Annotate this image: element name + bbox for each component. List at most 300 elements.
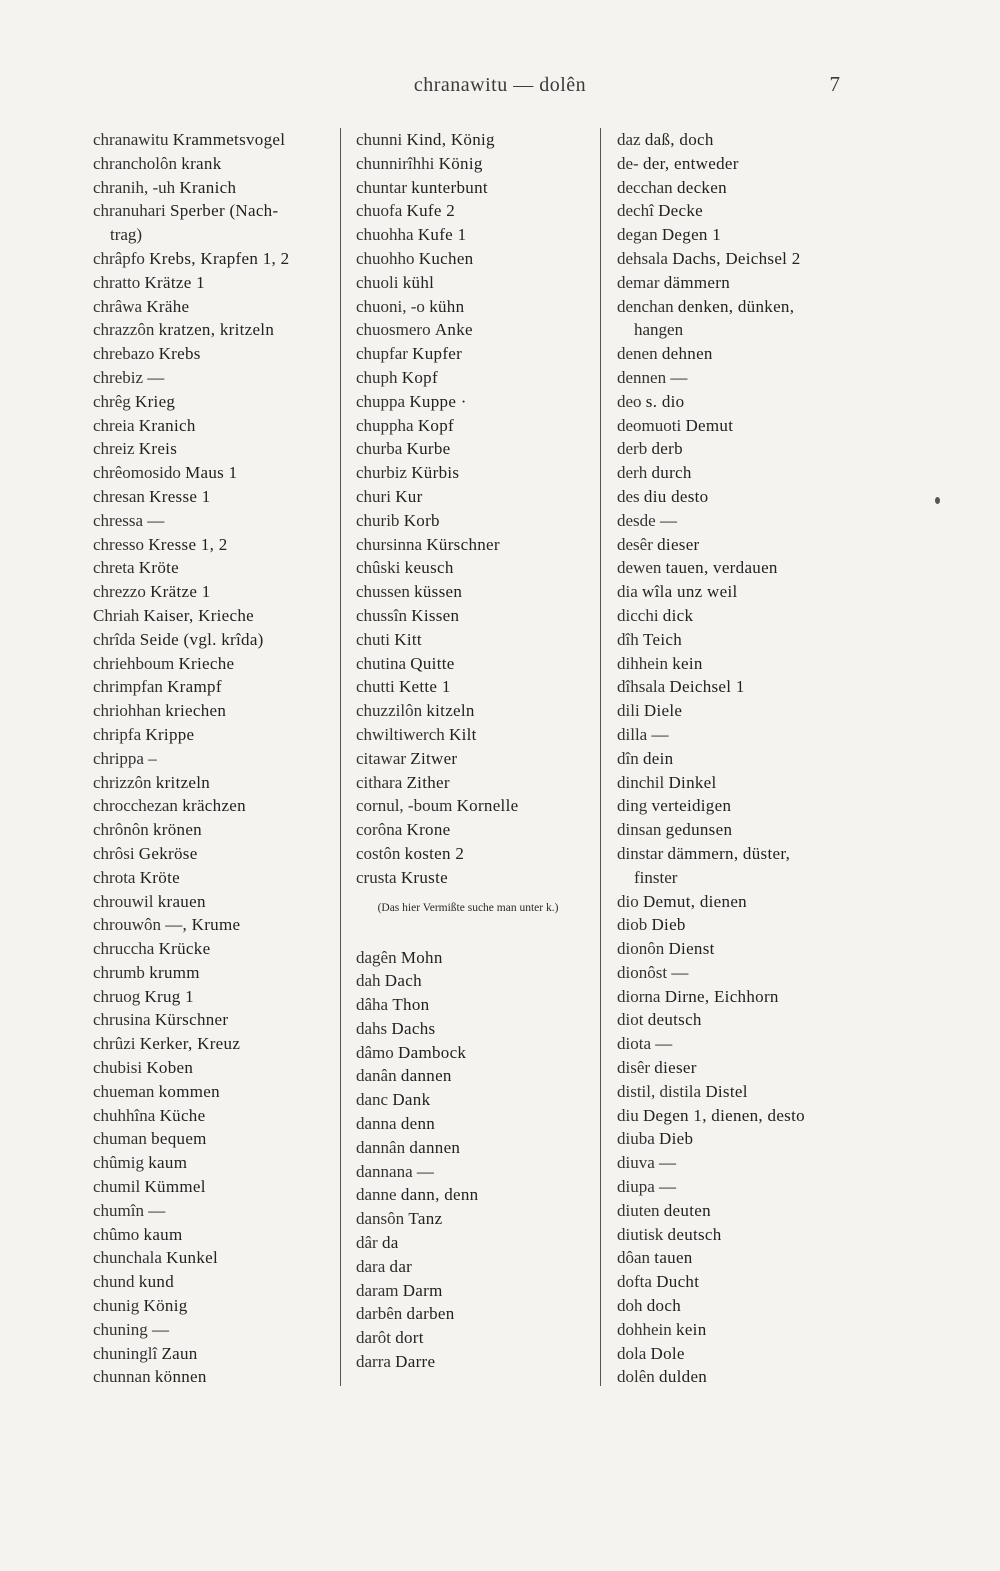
headword: dionôst bbox=[617, 962, 668, 982]
headword: crusta bbox=[356, 867, 397, 887]
dictionary-entry bbox=[356, 1326, 586, 1350]
dictionary-entry bbox=[93, 390, 333, 414]
gloss: Kranich bbox=[179, 177, 237, 197]
dictionary-entry bbox=[356, 604, 586, 628]
gloss: kunterbunt bbox=[411, 177, 488, 197]
gloss: Krampf bbox=[167, 677, 222, 697]
dictionary-entry bbox=[93, 1151, 333, 1175]
gloss: da bbox=[381, 1233, 399, 1253]
headword: chuti bbox=[356, 629, 390, 649]
dictionary-entry bbox=[617, 414, 867, 438]
gloss: Thon bbox=[392, 995, 430, 1015]
gloss: Zither bbox=[406, 772, 450, 792]
headword: denen bbox=[617, 344, 658, 364]
headword: chrôsi bbox=[93, 843, 135, 863]
gloss: kommen bbox=[158, 1081, 220, 1101]
dictionary-entry bbox=[617, 818, 867, 842]
headword: dewen bbox=[617, 558, 662, 578]
headword: chrocchezan bbox=[93, 796, 178, 816]
headword: churbiz bbox=[356, 463, 407, 483]
dictionary-entry bbox=[93, 866, 333, 890]
headword: chrouwôn bbox=[93, 915, 161, 935]
gloss: durch bbox=[651, 463, 692, 483]
headword: churib bbox=[356, 510, 400, 530]
headword: chwiltiwerch bbox=[356, 724, 445, 744]
gloss: kosten 2 bbox=[404, 843, 465, 863]
headword: danna bbox=[356, 1114, 397, 1134]
gloss: tauen bbox=[654, 1248, 693, 1268]
gloss: Kufe 1 bbox=[417, 225, 467, 245]
dictionary-entry bbox=[93, 1080, 333, 1104]
headword: chrazzôn bbox=[93, 320, 155, 340]
gloss: kühl bbox=[402, 272, 435, 292]
headword: diuten bbox=[617, 1200, 660, 1220]
dictionary-entry bbox=[617, 1342, 867, 1366]
gloss: — bbox=[147, 367, 165, 387]
dictionary-entry bbox=[617, 1199, 867, 1223]
dictionary-entry bbox=[93, 747, 333, 771]
headword: chubisi bbox=[93, 1058, 143, 1078]
headword: chuninglî bbox=[93, 1343, 158, 1363]
gloss: daß, doch bbox=[644, 130, 714, 149]
gloss: Kette 1 bbox=[398, 677, 451, 697]
headword: chrebiz bbox=[93, 367, 144, 387]
headword: dinchil bbox=[617, 772, 665, 792]
gloss: — bbox=[416, 1161, 435, 1181]
headword: disêr bbox=[617, 1058, 651, 1078]
gloss: Koben bbox=[146, 1058, 194, 1078]
gloss: Krone bbox=[406, 820, 451, 840]
headword: dicchi bbox=[617, 605, 659, 625]
dictionary-entry bbox=[93, 937, 333, 961]
gloss: Demut, dienen bbox=[642, 891, 747, 911]
headword: dannana bbox=[356, 1161, 413, 1181]
gloss: Kaiser, Krieche bbox=[143, 605, 255, 625]
dictionary-entry bbox=[93, 176, 333, 200]
dictionary-entry bbox=[93, 318, 333, 342]
headword: dohhein bbox=[617, 1319, 672, 1339]
gloss: verteidigen bbox=[651, 796, 732, 816]
headword: danne bbox=[356, 1185, 397, 1205]
headword: chuning bbox=[93, 1319, 148, 1339]
dictionary-entry bbox=[617, 652, 867, 676]
headword: dilla bbox=[617, 724, 648, 744]
headword: dara bbox=[356, 1256, 386, 1276]
headword: chratto bbox=[93, 272, 141, 292]
headword: derb bbox=[617, 439, 648, 459]
dictionary-entry bbox=[93, 414, 333, 438]
column-rule bbox=[600, 128, 601, 1386]
gloss: kriechen bbox=[165, 701, 227, 721]
headword: de- bbox=[617, 153, 639, 173]
dictionary-entry bbox=[356, 1183, 586, 1207]
gloss: Kopf bbox=[417, 415, 454, 435]
gloss: Küche bbox=[159, 1105, 206, 1125]
gloss: Kröte bbox=[138, 558, 179, 578]
headword: chressa bbox=[93, 510, 144, 530]
dictionary-entry bbox=[356, 414, 586, 438]
gloss: küssen bbox=[414, 582, 463, 602]
headword: chrippa bbox=[93, 748, 144, 768]
gloss: — bbox=[659, 1153, 677, 1173]
dictionary-entry bbox=[93, 961, 333, 985]
gloss: dannen bbox=[400, 1066, 452, 1086]
dictionary-entry bbox=[93, 1223, 333, 1247]
dictionary-entry bbox=[356, 247, 586, 271]
dictionary-entry bbox=[617, 890, 867, 914]
dictionary-entry bbox=[356, 128, 586, 152]
headword: denchan bbox=[617, 296, 674, 316]
gloss: dieser bbox=[654, 1058, 697, 1078]
headword: chreia bbox=[93, 415, 135, 435]
dictionary-entry bbox=[356, 1279, 586, 1303]
headword: dennen bbox=[617, 367, 667, 387]
headword: chuoli bbox=[356, 272, 399, 292]
dictionary-entry bbox=[617, 1270, 867, 1294]
dictionary-entry bbox=[93, 1270, 333, 1294]
gloss: Maus 1 bbox=[185, 463, 238, 483]
gloss: — bbox=[659, 1177, 677, 1197]
gloss: Degen 1 bbox=[661, 225, 722, 245]
dictionary-entry bbox=[93, 247, 333, 271]
dictionary-entry bbox=[356, 794, 586, 818]
entry-continuation: trag) bbox=[110, 225, 143, 245]
headword: chruog bbox=[93, 986, 141, 1006]
gloss: Gekröse bbox=[138, 843, 198, 863]
gloss: Kur bbox=[395, 486, 423, 506]
headword: darra bbox=[356, 1352, 391, 1372]
gloss: — bbox=[148, 1200, 166, 1220]
gloss: Kufe 2 bbox=[406, 201, 456, 221]
headword: diupa bbox=[617, 1177, 655, 1197]
gloss: dulden bbox=[659, 1367, 708, 1387]
headword: chumîn bbox=[93, 1200, 144, 1220]
headword: chuofa bbox=[356, 201, 403, 221]
gloss: Distel bbox=[705, 1081, 748, 1101]
headword: chutti bbox=[356, 677, 395, 697]
gloss: deutsch bbox=[667, 1224, 722, 1244]
headword: chrêg bbox=[93, 391, 131, 411]
dictionary-entry bbox=[93, 771, 333, 795]
dictionary-entry bbox=[356, 271, 586, 295]
gloss: Krippe bbox=[145, 724, 195, 744]
headword: chuohha bbox=[356, 225, 414, 245]
headword: chunnan bbox=[93, 1367, 151, 1387]
dictionary-entry bbox=[617, 842, 867, 866]
headword: diota bbox=[617, 1034, 651, 1054]
gloss: König bbox=[143, 1296, 188, 1316]
gloss: Kürschner bbox=[154, 1010, 229, 1030]
headword: dola bbox=[617, 1343, 647, 1363]
dictionary-entry bbox=[617, 485, 867, 509]
dictionary-entry bbox=[617, 675, 867, 699]
dictionary-entry bbox=[93, 890, 333, 914]
dictionary-entry bbox=[617, 271, 867, 295]
headword: chrezzo bbox=[93, 582, 146, 602]
headword: chupfar bbox=[356, 344, 408, 364]
headword: dolên bbox=[617, 1367, 655, 1387]
dictionary-entry bbox=[356, 1160, 586, 1184]
gloss: – bbox=[148, 748, 158, 768]
dictionary-entry bbox=[617, 199, 867, 223]
dictionary-entry bbox=[356, 675, 586, 699]
headword: chrancholôn bbox=[93, 153, 178, 173]
dictionary-entry bbox=[356, 866, 586, 890]
dictionary-entry bbox=[356, 1302, 586, 1326]
gloss: Decke bbox=[658, 201, 703, 221]
dictionary-entry bbox=[617, 1008, 867, 1032]
gloss: Korb bbox=[403, 510, 440, 530]
dictionary-entry bbox=[356, 1064, 586, 1088]
gloss: kaum bbox=[143, 1224, 183, 1244]
gloss: denn bbox=[400, 1114, 436, 1134]
headword: chrusina bbox=[93, 1010, 151, 1030]
gloss: krächzen bbox=[182, 796, 246, 816]
gloss: deutsch bbox=[647, 1010, 702, 1030]
headword: chuzzilôn bbox=[356, 701, 423, 721]
dictionary-entry bbox=[356, 818, 586, 842]
dictionary-entry bbox=[93, 818, 333, 842]
dictionary-entry bbox=[617, 342, 867, 366]
headword: dîh bbox=[617, 629, 639, 649]
gloss: Kopf bbox=[401, 367, 438, 387]
gloss: Demut bbox=[685, 415, 734, 435]
dictionary-entry bbox=[356, 1088, 586, 1112]
gloss: Darre bbox=[395, 1352, 436, 1372]
headword: churba bbox=[356, 439, 403, 459]
headword: dîhsala bbox=[617, 677, 666, 697]
headword: chresso bbox=[93, 534, 144, 554]
headword: chund bbox=[93, 1272, 135, 1292]
dictionary-entry bbox=[93, 842, 333, 866]
gloss: darben bbox=[406, 1304, 455, 1324]
gloss: Teich bbox=[642, 629, 682, 649]
gloss: Dachs bbox=[391, 1018, 436, 1038]
headword: chresan bbox=[93, 486, 145, 506]
dictionary-entry bbox=[356, 1112, 586, 1136]
dictionary-entry bbox=[93, 128, 333, 152]
headword: dia bbox=[617, 582, 638, 602]
gloss: Kornelle bbox=[456, 796, 519, 816]
headword: chrêomosido bbox=[93, 463, 181, 483]
dictionary-entry bbox=[93, 985, 333, 1009]
dictionary-entry bbox=[356, 366, 586, 390]
dictionary-entry bbox=[93, 1342, 333, 1366]
gloss: Kunkel bbox=[166, 1248, 219, 1268]
headword: chrebazo bbox=[93, 344, 155, 364]
headword: chranih, -uh bbox=[93, 177, 176, 197]
dictionary-entry bbox=[356, 318, 586, 342]
gloss: — bbox=[671, 962, 689, 982]
headword: dinstar bbox=[617, 843, 664, 863]
headword: ding bbox=[617, 796, 648, 816]
dictionary-entry bbox=[93, 723, 333, 747]
dictionary-entry bbox=[617, 247, 867, 271]
gloss: Dambock bbox=[398, 1042, 467, 1062]
gloss: Kissen bbox=[411, 605, 460, 625]
dictionary-entry bbox=[93, 461, 333, 485]
gloss: Kresse 1 bbox=[149, 486, 211, 506]
headword: diorna bbox=[617, 986, 661, 1006]
headword: diot bbox=[617, 1010, 644, 1030]
headword: diuva bbox=[617, 1153, 655, 1173]
page-number: 7 bbox=[829, 72, 840, 96]
gloss: — bbox=[659, 510, 678, 530]
gloss: Kranich bbox=[138, 415, 196, 435]
gloss: dein bbox=[642, 748, 674, 768]
dictionary-entry bbox=[617, 1127, 867, 1151]
dictionary-entry bbox=[617, 556, 867, 580]
dictionary-entry bbox=[93, 604, 333, 628]
dictionary-entry bbox=[356, 461, 586, 485]
dictionary-entry bbox=[93, 152, 333, 176]
gloss: Krug 1 bbox=[144, 986, 194, 1006]
headword: chuhhîna bbox=[93, 1105, 156, 1125]
gloss: Sperber (Nach- bbox=[169, 201, 279, 221]
headword: distil, distila bbox=[617, 1081, 702, 1101]
gloss: kühn bbox=[429, 296, 465, 316]
dictionary-entry bbox=[93, 1032, 333, 1056]
dictionary-entry bbox=[93, 1318, 333, 1342]
dictionary-entry bbox=[356, 842, 586, 866]
gloss: Dank bbox=[392, 1090, 431, 1110]
gloss: Kilt bbox=[449, 724, 477, 744]
gloss: denken, dünken, bbox=[677, 296, 795, 316]
gloss: Darm bbox=[402, 1280, 443, 1300]
column-rule bbox=[340, 128, 341, 1386]
gloss: Deichsel 1 bbox=[669, 677, 745, 697]
headword: darbên bbox=[356, 1304, 403, 1324]
dictionary-entry bbox=[356, 1255, 586, 1279]
dictionary-entry bbox=[356, 533, 586, 557]
gloss: diu desto bbox=[643, 486, 709, 506]
gloss: dar bbox=[389, 1256, 413, 1276]
gloss: bequem bbox=[151, 1129, 207, 1149]
headword: chûmig bbox=[93, 1153, 144, 1173]
headword: chruccha bbox=[93, 939, 155, 959]
headword: demar bbox=[617, 272, 660, 292]
gloss: s. dio bbox=[645, 391, 685, 411]
gloss: König bbox=[438, 153, 483, 173]
dictionary-entry bbox=[93, 675, 333, 699]
gloss: dämmern, düster, bbox=[667, 843, 791, 863]
gloss: deuten bbox=[663, 1200, 711, 1220]
headword: cithara bbox=[356, 772, 403, 792]
headword: degan bbox=[617, 225, 658, 245]
dictionary-entry bbox=[617, 1294, 867, 1318]
gloss: Dach bbox=[384, 971, 422, 991]
gloss: dehnen bbox=[661, 344, 713, 364]
headword: chunnirîhhi bbox=[356, 153, 435, 173]
dictionary-entry bbox=[93, 794, 333, 818]
dictionary-entry bbox=[93, 509, 333, 533]
dictionary-entry bbox=[617, 604, 867, 628]
gloss: kritzeln bbox=[155, 772, 211, 792]
headword: doh bbox=[617, 1296, 643, 1316]
headword: dechî bbox=[617, 201, 654, 221]
gloss: Krätze 1 bbox=[150, 582, 211, 602]
gloss: Anke bbox=[434, 320, 473, 340]
dictionary-entry bbox=[93, 580, 333, 604]
dictionary-entry bbox=[356, 1207, 586, 1231]
headword: chutina bbox=[356, 653, 407, 673]
headword: chriehboum bbox=[93, 653, 175, 673]
headword: desêr bbox=[617, 534, 653, 554]
dictionary-entry bbox=[93, 199, 333, 223]
gloss: Mohn bbox=[400, 947, 443, 967]
dictionary-entry bbox=[93, 1008, 333, 1032]
headword: chrônôn bbox=[93, 820, 149, 840]
headword: dansôn bbox=[356, 1209, 405, 1229]
gloss: kund bbox=[138, 1272, 174, 1292]
headword: chûmo bbox=[93, 1224, 140, 1244]
dictionary-entry bbox=[617, 1080, 867, 1104]
dictionary-entry bbox=[356, 342, 586, 366]
gloss: kein bbox=[676, 1319, 707, 1339]
headword: chrumb bbox=[93, 962, 145, 982]
headword: chreiz bbox=[93, 439, 135, 459]
headword: chussen bbox=[356, 582, 410, 602]
dictionary-entry bbox=[617, 128, 867, 152]
dictionary-entry bbox=[617, 1175, 867, 1199]
dictionary-entry bbox=[617, 152, 867, 176]
gloss: Krieg bbox=[135, 391, 176, 411]
gloss: krönen bbox=[152, 820, 202, 840]
headword: dâr bbox=[356, 1233, 378, 1253]
gloss: Kröte bbox=[139, 867, 180, 887]
dictionary-entry bbox=[93, 699, 333, 723]
gloss: Kürschner bbox=[426, 534, 500, 554]
headword: chuohho bbox=[356, 248, 415, 268]
dictionary-entry bbox=[93, 295, 333, 319]
gloss: krank bbox=[181, 153, 222, 173]
dictionary-entry bbox=[617, 390, 867, 414]
dictionary-entry bbox=[617, 1246, 867, 1270]
dictionary-entry bbox=[617, 176, 867, 200]
dictionary-entry bbox=[617, 1223, 867, 1247]
gloss: dick bbox=[662, 605, 694, 625]
dictionary-entry bbox=[356, 152, 586, 176]
headword: chunig bbox=[93, 1296, 140, 1316]
headword: chumil bbox=[93, 1177, 141, 1197]
gloss: kein bbox=[672, 653, 703, 673]
cross-reference-note: (Das hier Vermißte suche man unter k.) bbox=[377, 901, 559, 914]
headword: chuph bbox=[356, 367, 398, 387]
dictionary-entry bbox=[356, 509, 586, 533]
dictionary-entry bbox=[93, 652, 333, 676]
headword: chuntar bbox=[356, 177, 407, 197]
gloss: derb bbox=[651, 439, 683, 459]
gloss: Krücke bbox=[158, 939, 211, 959]
dictionary-entry bbox=[617, 1365, 867, 1389]
dictionary-entry bbox=[356, 699, 586, 723]
gloss: Dieb bbox=[659, 1129, 694, 1149]
headword: chrizzôn bbox=[93, 772, 152, 792]
gloss: Kürbis bbox=[411, 463, 460, 483]
headword: chranuhari bbox=[93, 201, 166, 221]
dictionary-entry bbox=[617, 437, 867, 461]
headword: chuman bbox=[93, 1129, 147, 1149]
gloss: gedunsen bbox=[665, 820, 733, 840]
dictionary-entry bbox=[617, 223, 867, 247]
gloss: Krebs bbox=[158, 344, 201, 364]
gloss: Dieb bbox=[651, 915, 686, 935]
dictionary-entry bbox=[356, 723, 586, 747]
dictionary-entry bbox=[617, 937, 867, 961]
headword: chrouwil bbox=[93, 891, 154, 911]
headword: derh bbox=[617, 463, 648, 483]
headword: desde bbox=[617, 510, 656, 530]
